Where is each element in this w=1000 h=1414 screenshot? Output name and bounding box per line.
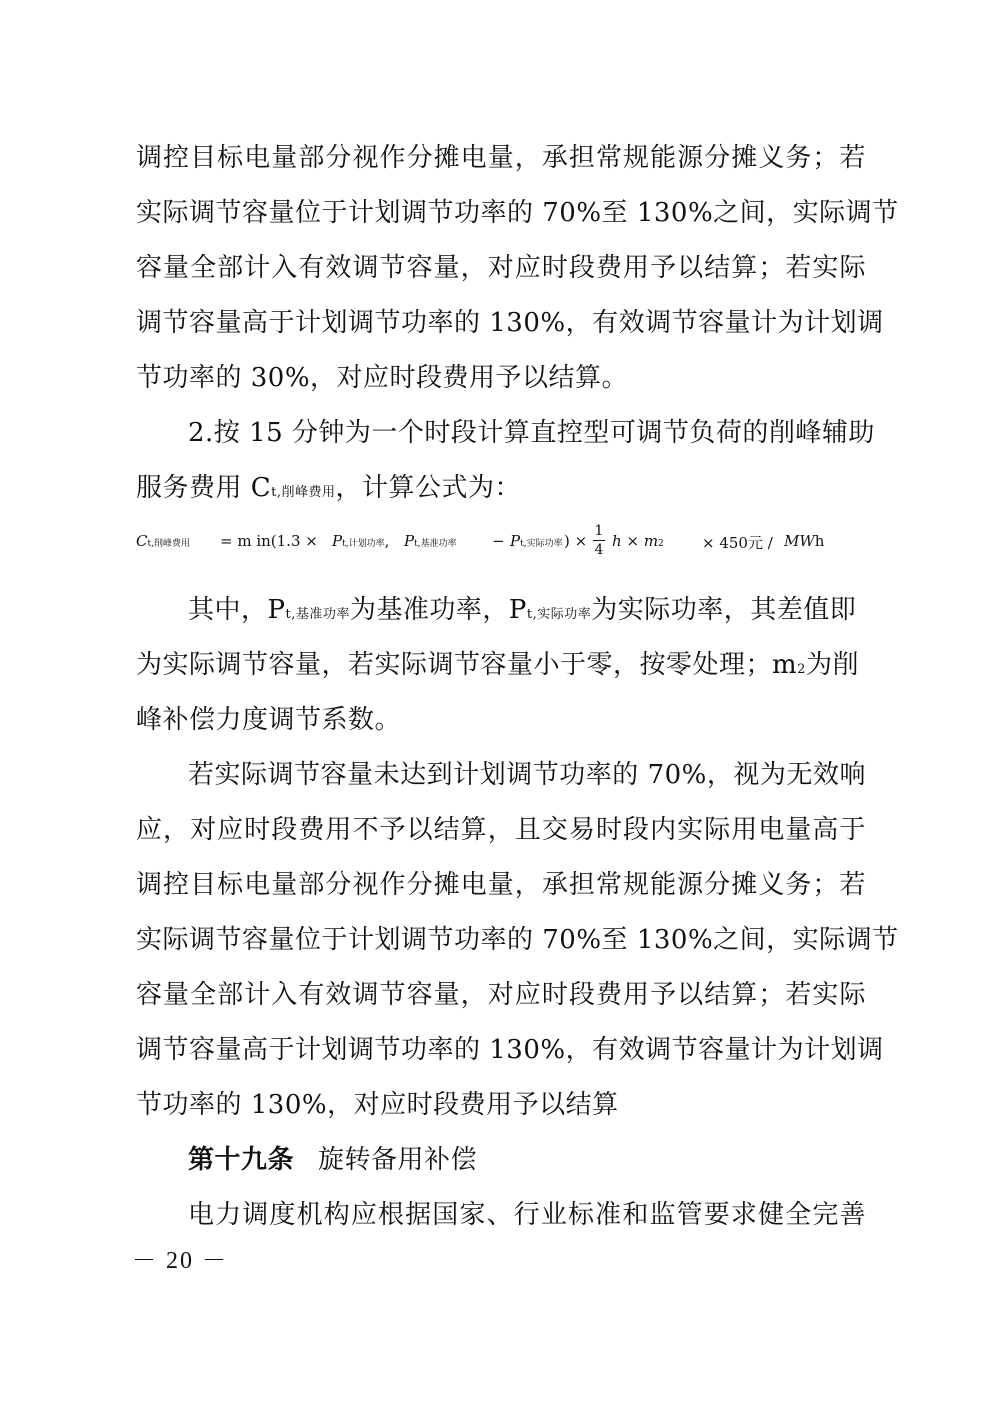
text-line: 容量全部计入有效调节容量，对应时段费用予以结算；若实际 bbox=[136, 253, 866, 283]
article-title: 旋转备用补偿 bbox=[318, 1145, 478, 1175]
text-fragment: 为实际功率，其差值即 bbox=[591, 595, 857, 625]
text-line: 实际调节容量位于计划调节功率的 70%至 130%之间，实际调节 bbox=[136, 198, 899, 228]
fraction-numerator: 1 bbox=[594, 523, 604, 539]
fraction-denominator: 4 bbox=[594, 542, 604, 558]
formula-symbol: MW bbox=[784, 532, 815, 550]
subscript: t, bbox=[526, 607, 538, 622]
text-line bbox=[136, 649, 866, 686]
article-heading bbox=[188, 1144, 866, 1176]
text-fragment: 为削 bbox=[805, 650, 859, 680]
formula-subscript: t,实际功率 bbox=[520, 539, 563, 549]
formula-symbol: m bbox=[643, 532, 659, 550]
formula bbox=[136, 520, 866, 572]
formula-symbol: h bbox=[612, 532, 622, 550]
formula-subscript: t,基准功率 bbox=[414, 539, 457, 549]
text-fragment: 其中，P bbox=[188, 595, 286, 625]
text-line: 容量全部计入有效调节容量，对应时段费用予以结算；若实际 bbox=[136, 980, 866, 1010]
text-line bbox=[136, 472, 866, 509]
formula-operator: × bbox=[626, 532, 640, 550]
subscript: t, bbox=[285, 607, 296, 622]
text-line: 实际调节容量位于计划调节功率的 70%至 130%之间，实际调节 bbox=[136, 925, 899, 955]
text-line bbox=[188, 594, 866, 631]
text-fragment: 服务费用 C bbox=[136, 473, 272, 503]
formula-symbol: C bbox=[136, 532, 148, 550]
formula-symbol: P bbox=[332, 532, 343, 550]
formula-operator: , bbox=[384, 532, 390, 550]
text-line: 节功率的 130%，对应时段费用予以结算 bbox=[136, 1090, 619, 1120]
text-line: 应，对应时段费用不予以结算，且交易时段内实际用电量高于 bbox=[136, 815, 866, 845]
formula-subscript: 2 bbox=[658, 539, 664, 549]
formula-operator: − bbox=[492, 532, 505, 550]
text-line: 调控目标电量部分视作分摊电量，承担常规能源分摊义务；若 bbox=[136, 143, 866, 173]
text-line: 调节容量高于计划调节功率的 130%，有效调节容量计为计划调 bbox=[136, 1035, 884, 1065]
formula-operator: = m in(1.3 × bbox=[220, 532, 318, 550]
subscript: 基准功率 bbox=[295, 607, 350, 622]
text-fragment: ，计算公式为： bbox=[335, 473, 522, 503]
article-number: 第十九条 bbox=[188, 1145, 295, 1175]
formula-symbol: P bbox=[510, 532, 521, 550]
formula-operator: ) × bbox=[564, 532, 588, 550]
subscript: 2 bbox=[797, 662, 806, 677]
formula-subscript: t,计划功率 bbox=[342, 539, 385, 549]
formula-subscript: t,削峰费用 bbox=[147, 539, 190, 549]
page-number: － 20 － bbox=[132, 1248, 228, 1274]
text-line: 峰补偿力度调节系数。 bbox=[136, 705, 402, 735]
subscript: 实际功率 bbox=[537, 607, 592, 622]
formula-fraction bbox=[592, 522, 606, 559]
formula-symbol: P bbox=[404, 532, 415, 550]
formula-symbol: h bbox=[814, 532, 825, 550]
text-line: 若实际调节容量未达到计划调节功率的 70%，视为无效响 bbox=[188, 760, 866, 790]
text-fragment: 为基准功率，P bbox=[349, 595, 527, 625]
text-line: 调节容量高于计划调节功率的 130%，有效调节容量计为计划调 bbox=[136, 308, 884, 338]
subscript: t, bbox=[271, 485, 282, 500]
formula-operator: × 450元 / bbox=[702, 534, 773, 552]
subscript: 削峰费用 bbox=[281, 485, 336, 500]
text-line: 节功率的 30%，对应时段费用予以结算。 bbox=[136, 363, 629, 393]
text-line: 2.按 15 分钟为一个时段计算直控型可调节负荷的削峰辅助 bbox=[188, 418, 875, 448]
text-line: 调控目标电量部分视作分摊电量，承担常规能源分摊义务；若 bbox=[136, 870, 866, 900]
text-fragment: 为实际调节容量，若实际调节容量小于零，按零处理；m bbox=[136, 650, 798, 680]
text-line: 电力调度机构应根据国家、行业标准和监管要求健全完善 bbox=[188, 1200, 866, 1230]
